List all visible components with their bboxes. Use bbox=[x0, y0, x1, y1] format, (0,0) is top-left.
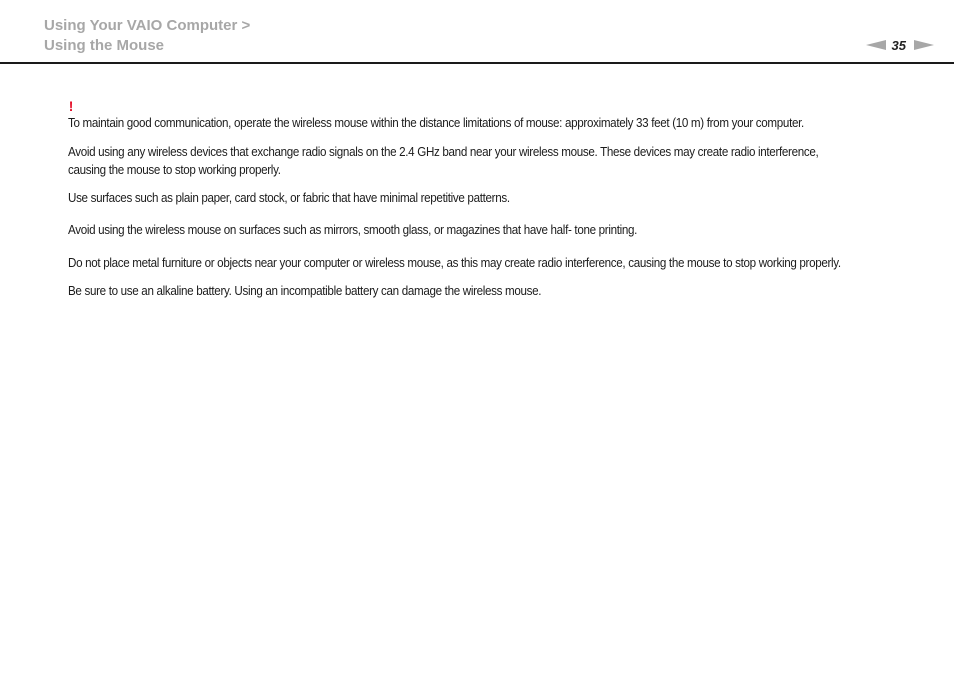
header-divider bbox=[0, 62, 954, 64]
paragraph: Be sure to use an alkaline battery. Using an incompatible battery can damage the wireless mouse. bbox=[68, 284, 542, 298]
previous-page-arrow-icon[interactable] bbox=[866, 40, 886, 50]
paragraph: To maintain good communication, operate the wireless mouse within the distance limitations of mouse: approximately 33 feet (10 m) from your computer. bbox=[68, 116, 804, 130]
paragraph: Do not place metal furniture or objects near your computer or wireless mouse, as this may create radio interference, causing the mouse to stop working properly. bbox=[68, 256, 841, 270]
page-header bbox=[0, 0, 954, 64]
page-navigation bbox=[866, 36, 934, 54]
warning-icon: ! bbox=[68, 98, 73, 114]
breadcrumb-section: Using the Mouse bbox=[44, 37, 165, 54]
paragraph: Avoid using the wireless mouse on surfaces such as mirrors, smooth glass, or magazines that have half- tone printing. bbox=[68, 223, 638, 237]
page-content bbox=[68, 98, 859, 300]
page-number: 35 bbox=[891, 37, 906, 53]
breadcrumb-chapter: Using Your VAIO Computer > bbox=[44, 17, 251, 34]
breadcrumb bbox=[44, 16, 250, 56]
next-page-arrow-icon[interactable] bbox=[914, 40, 934, 50]
paragraph: Avoid using any wireless devices that exchange radio signals on the 2.4 GHz band near your wireless mouse. These devices may create radio interference, causing the mouse to stop working properly. bbox=[68, 145, 819, 177]
paragraph: Use surfaces such as plain paper, card stock, or fabric that have minimal repetitive patterns. bbox=[68, 191, 510, 205]
